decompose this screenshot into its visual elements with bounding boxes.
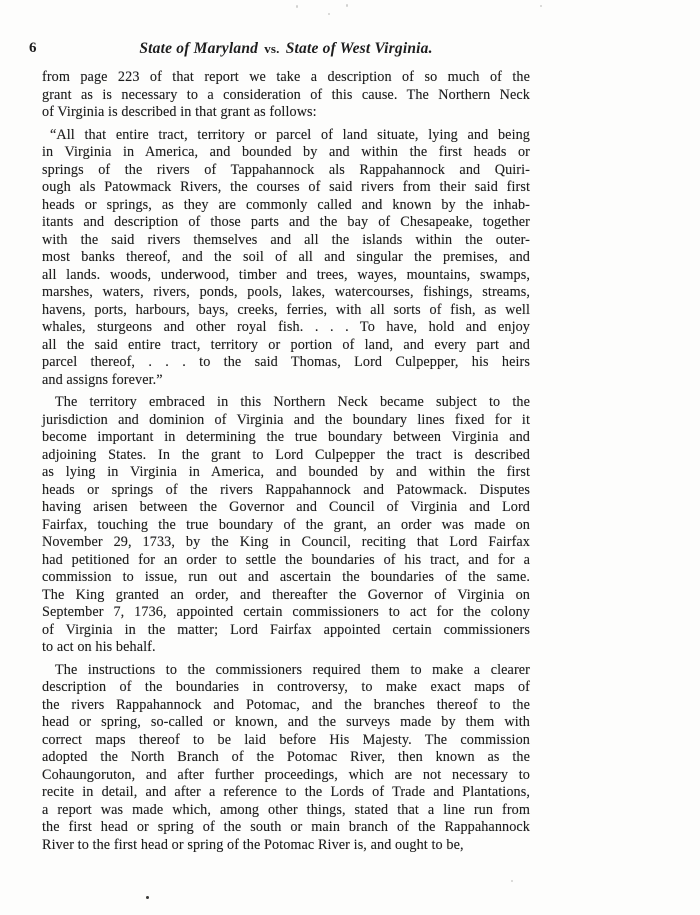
scan-artifact (146, 896, 149, 899)
scan-artifact (296, 5, 298, 8)
scan-artifact (511, 880, 513, 882)
text-line: with the said rivers themselves and all the islands within the outer- (42, 231, 530, 248)
text-line: had petitioned for an order to settle the boundaries of his tract, and for a (42, 551, 530, 568)
text-line: ough als Patowmack Rivers, the courses of said rivers from their said first (42, 179, 530, 195)
text-line: the first head or spring of the south or main branch of the Rappahannock (42, 819, 530, 835)
text-line: parcel thereof, . . . to the said Thomas, Lord Culpepper, his heirs (42, 354, 530, 370)
page-number: 6 (29, 40, 37, 56)
text-line: become important in determining the true boundary between Virginia and (42, 429, 530, 445)
scan-artifact (328, 13, 330, 15)
text-line: havens, ports, harbours, bays, creeks, ferries, with all sorts of fish, as well (42, 301, 530, 318)
text-line: Fairfax, touching the true boundary of the grant, an order was made on (42, 516, 530, 533)
text-line: November 29, 1733, by the King in Council, reciting that Lord Fairfax (42, 534, 530, 550)
text-line: the rivers Rappahannock and Potomac, and the branches thereof to the (42, 696, 530, 713)
text-line: all the said entire tract, territory or portion of land, and every part and (42, 336, 530, 353)
scan-artifact (540, 5, 542, 7)
text-line: springs of the rivers of Tappahannock als Rappahannock and Quiri- (42, 161, 530, 178)
text-line: River to the first head or spring of the Potomac River is, and ought to be, (42, 836, 464, 853)
text-line: a report was made which, among other things, stated that a line run from (42, 801, 530, 818)
text-line: heads or springs, as they are commonly called and known by the inhab- (42, 196, 530, 213)
text-line: of Virginia in the matter; Lord Fairfax appointed certain commissioners (42, 621, 530, 638)
text-line: recite in detail, and after a reference to the Lords of Trade and Plantations, (42, 784, 530, 800)
text-line: of Virginia is described in that grant as follows: (42, 104, 317, 120)
text-line: whales, sturgeons and other royal fish. . . . To have, hold and enjoy (42, 319, 530, 335)
text-line: marshes, waters, rivers, ponds, pools, lakes, watercourses, fishings, streams, (42, 284, 530, 300)
text-line: in Virginia in America, and bounded by and within the first heads or (42, 144, 530, 160)
running-title (42, 40, 530, 58)
text-line: Cohaungoruton, and after further proceedings, which are not necessary to (42, 766, 530, 783)
running-title-part2: State of West Virginia. (285, 40, 433, 57)
text-line: The King granted an order, and thereafter the Governor of Virginia on (42, 586, 530, 603)
text-line: jurisdiction and dominion of Virginia and the boundary lines fixed for it (42, 411, 530, 428)
text-line: heads or springs of the rivers Rappahannock and Patowmack. Disputes (42, 481, 530, 498)
text-line: to act on his behalf. (42, 639, 156, 655)
text-line: head or spring, so-called or known, and the surveys made by them with (42, 714, 530, 730)
text-line: “All that entire tract, territory or parcel of land situate, lying and being (50, 126, 530, 143)
paragraph-territory (42, 394, 530, 657)
text-line: having arisen between the Governor and Council of Virginia and Lord (42, 499, 530, 515)
text-line: correct maps thereof to be laid before His Majesty. The commission (42, 731, 530, 748)
page-header (29, 40, 530, 60)
text-line: The instructions to the commissioners required them to make a clearer (55, 661, 530, 678)
text-line: The territory embraced in this Northern Neck became subject to the (55, 394, 530, 410)
paragraph-intro (42, 69, 530, 122)
text-line: September 7, 1736, appointed certain commissioners to act for the colony (42, 604, 530, 620)
paragraph-instructions (42, 662, 530, 855)
page-body (42, 69, 530, 854)
text-line: itants and description of those parts and the bay of Chesapeake, together (42, 214, 530, 230)
text-line: most banks thereof, and the soil of all and singular the premises, and (42, 249, 530, 265)
text-line: commission to issue, run out and ascertain the boundaries of the same. (42, 569, 530, 585)
scan-artifact (346, 4, 348, 7)
text-line: grant as is necessary to a consideration of this cause. The Northern Neck (42, 86, 530, 103)
text-line: and assigns forever.” (42, 371, 163, 388)
running-title-part1: State of Maryland (139, 40, 259, 57)
text-line: all lands. woods, underwood, timber and trees, wayes, mountains, swamps, (42, 266, 530, 283)
text-line: adopted the North Branch of the Potomac River, then known as the (42, 749, 530, 765)
running-title-vs: vs. (264, 41, 280, 56)
paragraph-grant-quote (42, 127, 530, 390)
text-line: adjoining States. In the grant to Lord Culpepper the tract is described (42, 446, 530, 463)
text-line: as lying in Virginia in America, and bounded by and within the first (42, 464, 530, 480)
text-line: from page 223 of that report we take a description of so much of the (42, 69, 530, 85)
text-line: description of the boundaries in controversy, to make exact maps of (42, 679, 530, 695)
